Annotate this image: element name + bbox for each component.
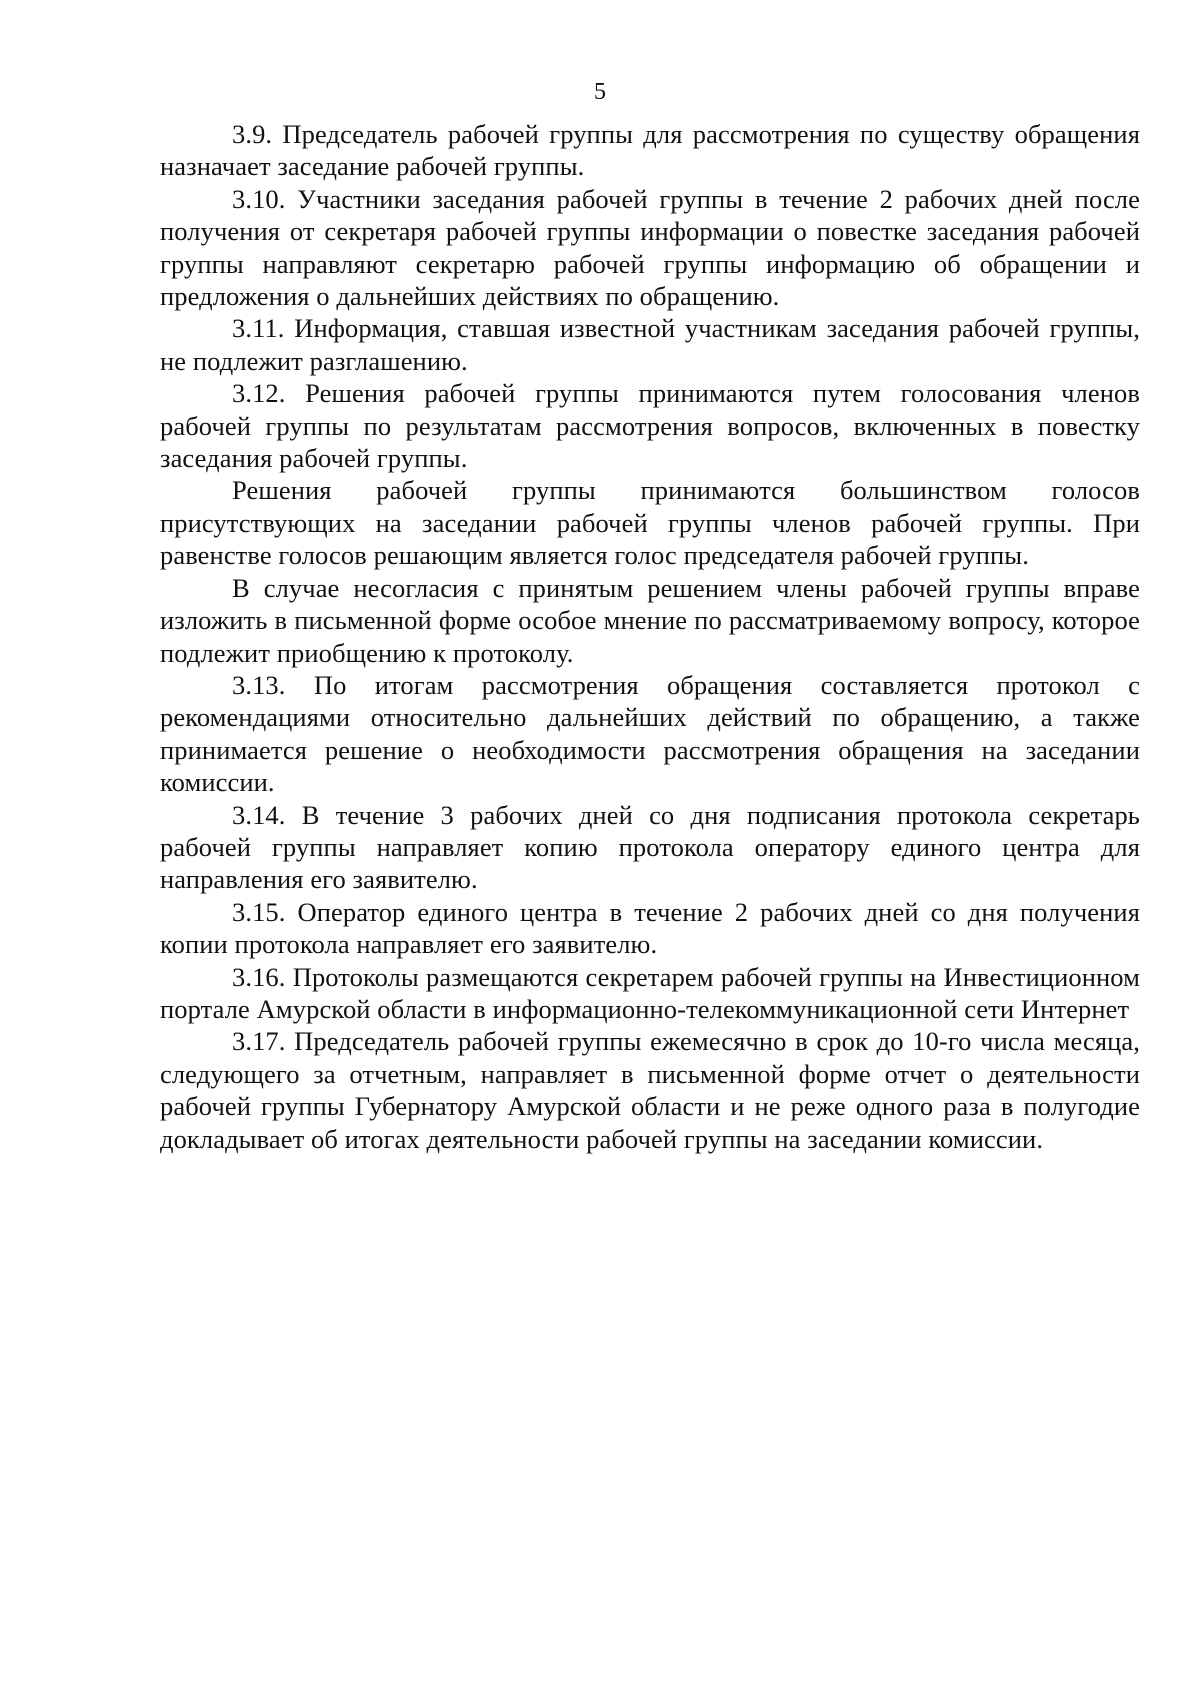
paragraph-3-14: 3.14. В течение 3 рабочих дней со дня подписания протокола секретарь рабочей группы направляет копию протокола оператору единого центра для направления его заявителю. — [160, 799, 1140, 895]
paragraph-3-10: 3.10. Участники заседания рабочей группы в течение 2 рабочих дней после получения от секретаря рабочей группы информации о повестке заседания рабочей группы направляют секретарю рабочей группы информацию об обращении и предложения о дальнейших действиях по обращению. — [160, 183, 1140, 312]
paragraph-3-17: 3.17. Председатель рабочей группы ежемесячно в срок до 10-го числа месяца, следующего за отчетным, направляет в письменной форме отчет о деятельности рабочей группы Губернатору Амурской области и не реже одного раза в полугодие докладывает об итогах деятельности рабочей группы на заседании комиссии. — [160, 1026, 1140, 1154]
paragraph-3-15: 3.15. Оператор единого центра в течение 2 рабочих дней со дня получения копии протокола направляет его заявителю. — [160, 896, 1140, 960]
paragraph-3-11: 3.11. Информация, ставшая известной участникам заседания рабочей группы, не подлежит разглашению. — [160, 313, 1140, 376]
paragraph-3-16: 3.16. Протоколы размещаются секретарем рабочей группы на Инвестиционном портале Амурской области в информационно-телекоммуникационной сети Интернет — [160, 961, 1140, 1024]
page-number: 5 — [594, 79, 606, 105]
document-body — [160, 118, 1140, 1155]
paragraph-majority-vote: Решения рабочей группы принимаются большинством голосов присутствующих на заседании рабочей группы членов рабочей группы. При равенстве голосов решающим является голос председателя рабочей группы. — [160, 475, 1140, 571]
paragraph-3-12: 3.12. Решения рабочей группы принимаются путем голосования членов рабочей группы по результатам рассмотрения вопросов, включенных в повестку заседания рабочей группы. — [160, 378, 1140, 474]
paragraph-3-13: 3.13. По итогам рассмотрения обращения составляется протокол с рекомендациями относительно дальнейших действий по обращению, а также принимается решение о необходимости рассмотрения обращения на заседании комиссии. — [160, 669, 1140, 798]
paragraph-dissenting-opinion: В случае несогласия с принятым решением члены рабочей группы вправе изложить в письменной форме особое мнение по рассматриваемому вопросу, которое подлежит приобщению к протоколу. — [160, 572, 1140, 668]
paragraph-3-9: 3.9. Председатель рабочей группы для рассмотрения по существу обращения назначает заседание рабочей группы. — [160, 119, 1140, 182]
